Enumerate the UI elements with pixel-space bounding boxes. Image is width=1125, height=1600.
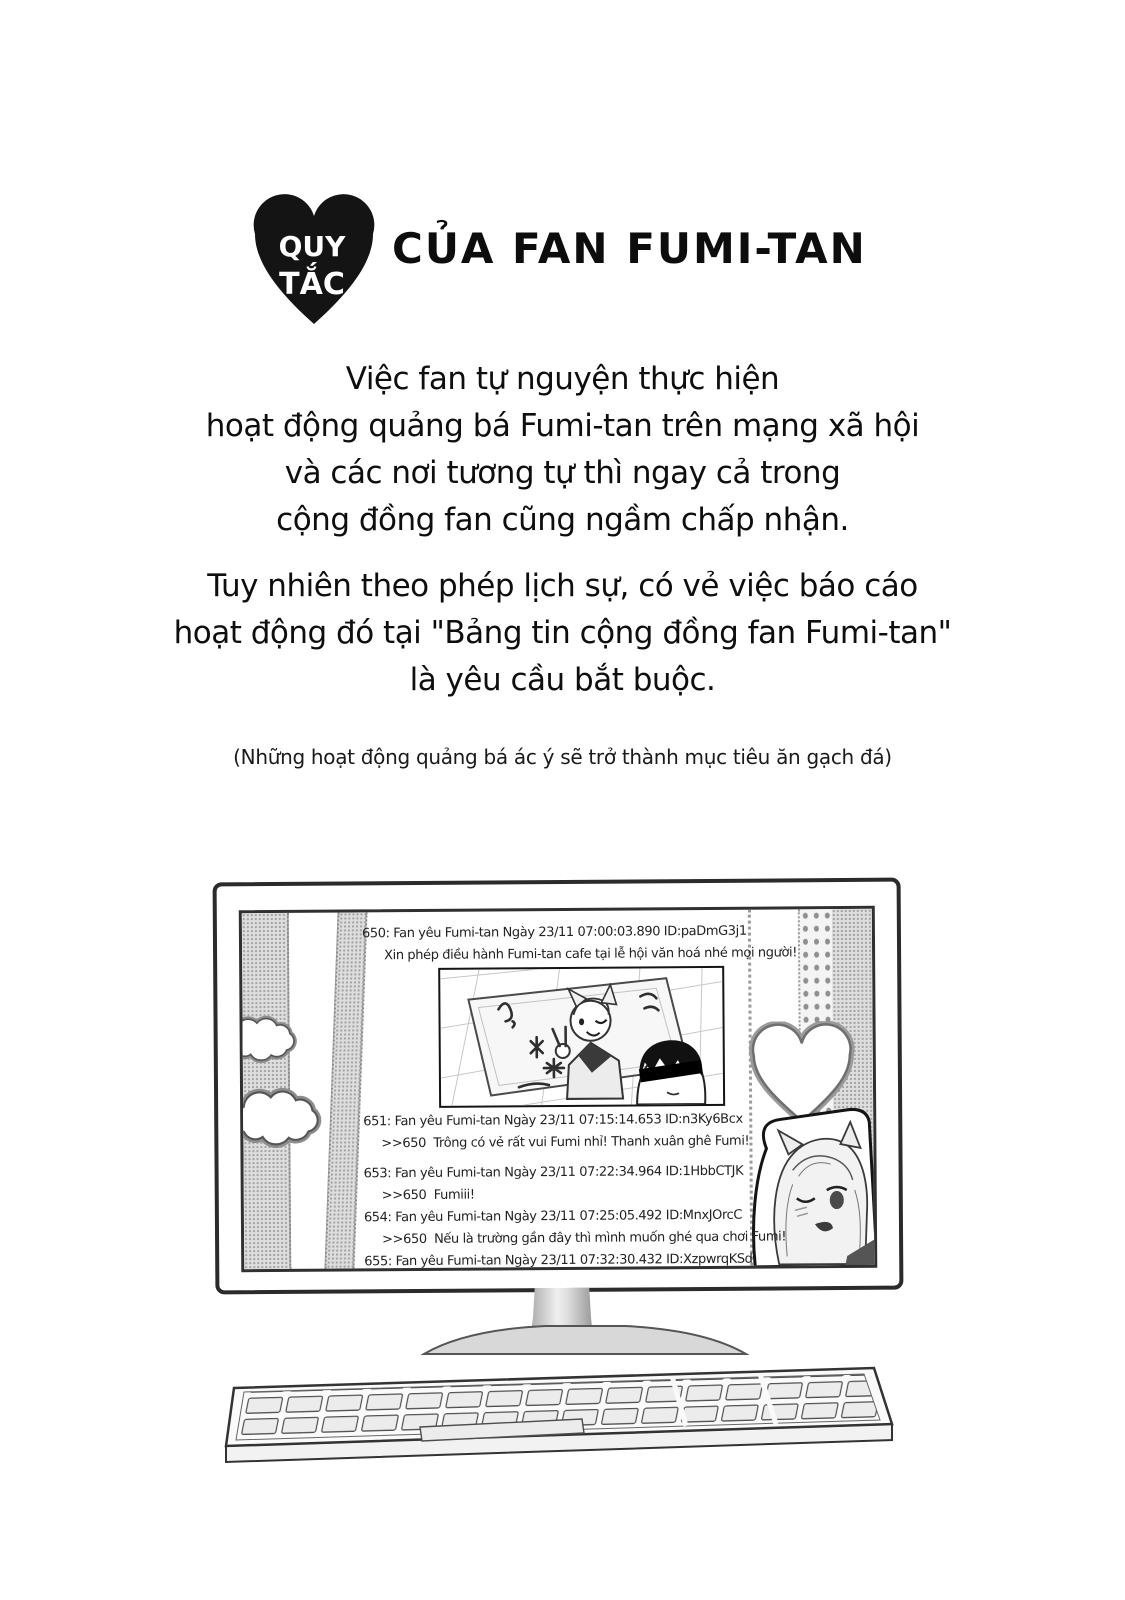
post-650-header: 650: Fan yêu Fumi-tan Ngày 23/11 07:00:03.890 ID:paDmG3j1 [361, 923, 747, 942]
badge-text-top: QUY [278, 230, 346, 263]
post-650-body: Xin phép điều hành Fumi-tan cafe tại lễ hội văn hoá nhé mọi người! [384, 945, 798, 964]
intro-line: và các nơi tương tự thì ngay cả trong [284, 455, 841, 491]
post-654-reply [382, 1229, 786, 1247]
monitor [213, 878, 904, 1295]
reply-text: Nếu là trường gần đây thì mình muốn ghé qua chơi Fumi! [434, 1229, 787, 1247]
reply-ref: >>650 [381, 1135, 427, 1152]
cloud-icon [239, 1005, 305, 1070]
rule-line: là yêu cầu bắt buộc. [409, 662, 716, 698]
intro-line: cộng đồng fan cũng ngầm chấp nhận. [276, 502, 849, 538]
post-651-reply [381, 1134, 749, 1152]
intro-line: hoạt động quảng bá Fumi-tan trên mạng xã hội [205, 408, 920, 444]
rule-paragraph [0, 563, 1125, 704]
footnote: (Những hoạt động quảng bá ác ý sẽ trở thành mục tiêu ăn gạch đá) [233, 745, 892, 769]
rule-line: hoạt động đó tại "Bảng tin cộng đồng fan Fumi-tan" [173, 615, 952, 651]
post-653-header: 653: Fan yêu Fumi-tan Ngày 23/11 07:22:34.964 ID:1HbbCTJK [363, 1163, 744, 1182]
reply-text: Fumiii! [433, 1187, 475, 1203]
reply-ref: >>650 [382, 1231, 427, 1248]
post-654-header: 654: Fan yêu Fumi-tan Ngày 23/11 07:25:05.492 ID:MnxJOrcC [363, 1207, 743, 1226]
intro-line: Việc fan tự nguyện thực hiện [345, 361, 780, 397]
post-651-header: 651: Fan yêu Fumi-tan Ngày 23/11 07:15:14.653 ID:n3Ky6Bcx [363, 1111, 743, 1130]
rule-line: Tuy nhiên theo phép lịch sự, có vẻ việc báo cáo [207, 568, 918, 604]
post-650-photo [438, 966, 725, 1108]
badge-text-bottom: TẮC [279, 267, 345, 302]
reply-text: Trông có vẻ rất vui Fumi nhỉ! Thanh xuân ghê Fumi! [433, 1133, 750, 1151]
reply-ref: >>650 [381, 1187, 427, 1204]
post-653-reply [382, 1188, 475, 1204]
cloud-icon [239, 1076, 332, 1155]
page-title: CỦA FAN FUMI-TAN [392, 224, 867, 273]
keyboard [220, 1334, 900, 1466]
monitor-screen [239, 906, 878, 1272]
post-655-header: 655: Fan yêu Fumi-tan Ngày 23/11 07:32:30.432 ID:XzpwrqKSd [364, 1251, 753, 1270]
heart-icon [248, 194, 380, 332]
intro-paragraph [0, 356, 1125, 544]
